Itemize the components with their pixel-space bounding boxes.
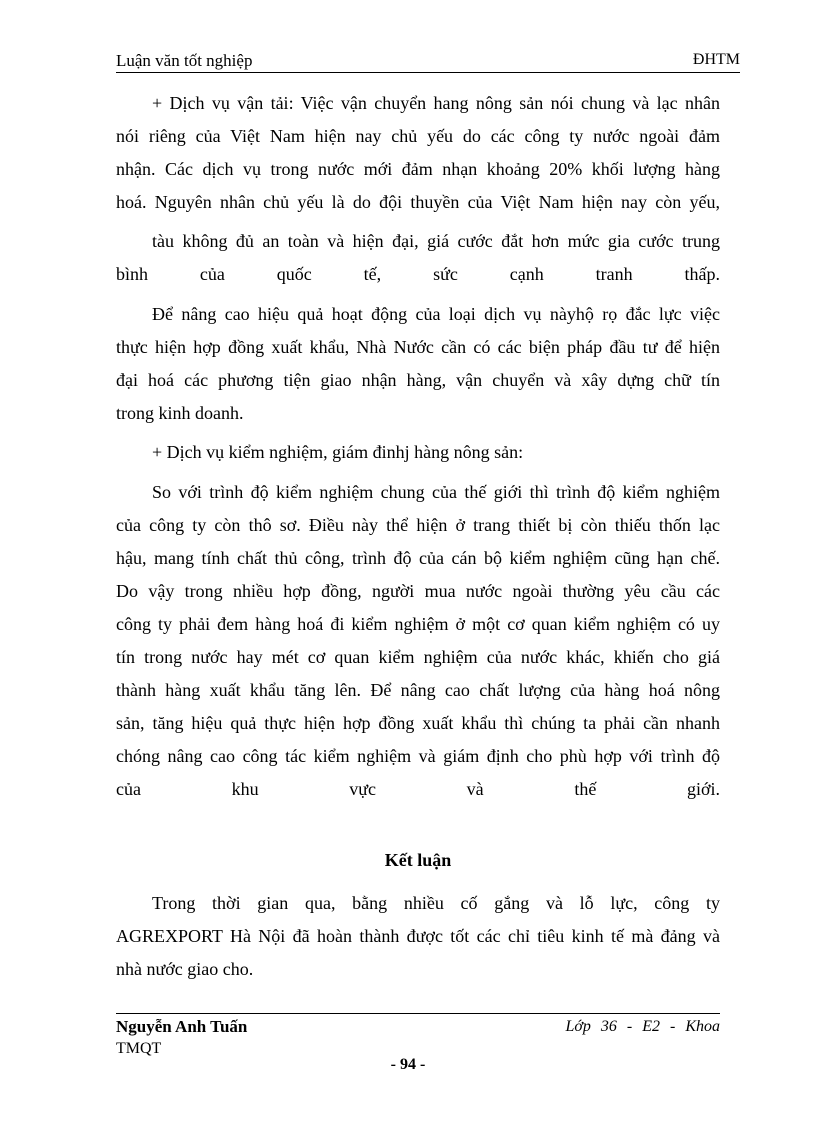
paragraph-line: Để nâng cao hiệu quả hoạt động của loại dịch vụ nàyhộ rọ đắc lực việc <box>152 304 720 324</box>
paragraph-line: thực hiện hợp đồng xuất khẩu, Nhà Nước cần có các biện pháp đầu tư để hiện <box>116 337 720 357</box>
footer-author: Nguyễn Anh Tuấn <box>116 1017 248 1036</box>
paragraph-line: hoá. Nguyên nhân chủ yếu là do đội thuyền của Việt Nam hiện nay còn yếu, <box>116 192 720 212</box>
paragraph-line: trong kinh doanh. <box>116 403 244 423</box>
paragraph-line: chóng nâng cao công tác kiểm nghiệm và giám định cho phù hợp với trình độ <box>116 746 720 766</box>
paragraph-line: So với trình độ kiểm nghiệm chung của thế giới thì trình độ kiểm nghiệm <box>152 482 720 502</box>
paragraph-line: Trong thời gian qua, bằng nhiều cố gắng và lỗ lực, công ty <box>152 893 720 913</box>
paragraph-line: tín trong nước hay mét cơ quan kiểm nghiệm của nước khác, khiến cho giá <box>116 647 720 667</box>
paragraph-line: bình của quốc tế, sức cạnh tranh thấp. <box>116 264 720 284</box>
paragraph-line: nói riêng của Việt Nam hiện nay chủ yếu do các công ty nước ngoài đảm <box>116 126 720 146</box>
paragraph-line: công ty phải đem hàng hoá đi kiểm nghiệm ở một cơ quan kiểm nghiệm có uy <box>116 614 720 634</box>
footer-divider <box>116 1013 720 1014</box>
paragraph-line: thành hàng xuất khẩu tăng lên. Để nâng cao chất lượng của hàng hoá nông <box>116 680 720 700</box>
footer-class: Lớp 36 - E2 - Khoa <box>565 1018 720 1035</box>
paragraph-line: nhận. Các dịch vụ trong nước mới đảm nhạn khoảng 20% khối lượng hàng <box>116 159 720 179</box>
paragraph-line: hậu, mang tính chất thủ công, trình độ của cán bộ kiểm nghiệm cũng hạn chế. <box>116 548 720 568</box>
paragraph-line: của công ty còn thô sơ. Điều này thể hiện ở trang thiết bị còn thiếu thốn lạc <box>116 515 720 535</box>
paragraph-line: nhà nước giao cho. <box>116 959 254 979</box>
header-thesis-title: Luận văn tốt nghiệp <box>116 51 253 70</box>
paragraph-line: của khu vực và thế giới. <box>116 779 720 799</box>
paragraph-line: đại hoá các phương tiện giao nhận hàng, vận chuyển và xây dựng chữ tín <box>116 370 720 390</box>
section-heading: Kết luận <box>384 850 452 870</box>
paragraph-line: tàu không đủ an toàn và hiện đại, giá cước đắt hơn mức gia cước trung <box>152 231 720 251</box>
paragraph-line: sản, tăng hiệu quả thực hiện hợp đồng xuất khẩu thì chúng ta phải cần nhanh <box>116 713 720 733</box>
page-number: - 94 - <box>390 1056 426 1073</box>
footer-department: TMQT <box>116 1040 162 1057</box>
page-header <box>116 50 740 73</box>
paragraph-line: AGREXPORT Hà Nội đã hoàn thành được tốt các chỉ tiêu kinh tế mà đảng và <box>116 926 720 946</box>
paragraph-line: + Dịch vụ kiểm nghiệm, giám đinhj hàng nông sản: <box>152 442 524 462</box>
paragraph-line: Do vậy trong nhiều hợp đồng, người mua nước ngoài thường yêu cầu các <box>116 581 720 601</box>
header-university: ĐHTM <box>692 51 740 68</box>
paragraph-line: + Dịch vụ vận tải: Việc vận chuyển hang nông sản nói chung và lạc nhân <box>152 93 720 113</box>
